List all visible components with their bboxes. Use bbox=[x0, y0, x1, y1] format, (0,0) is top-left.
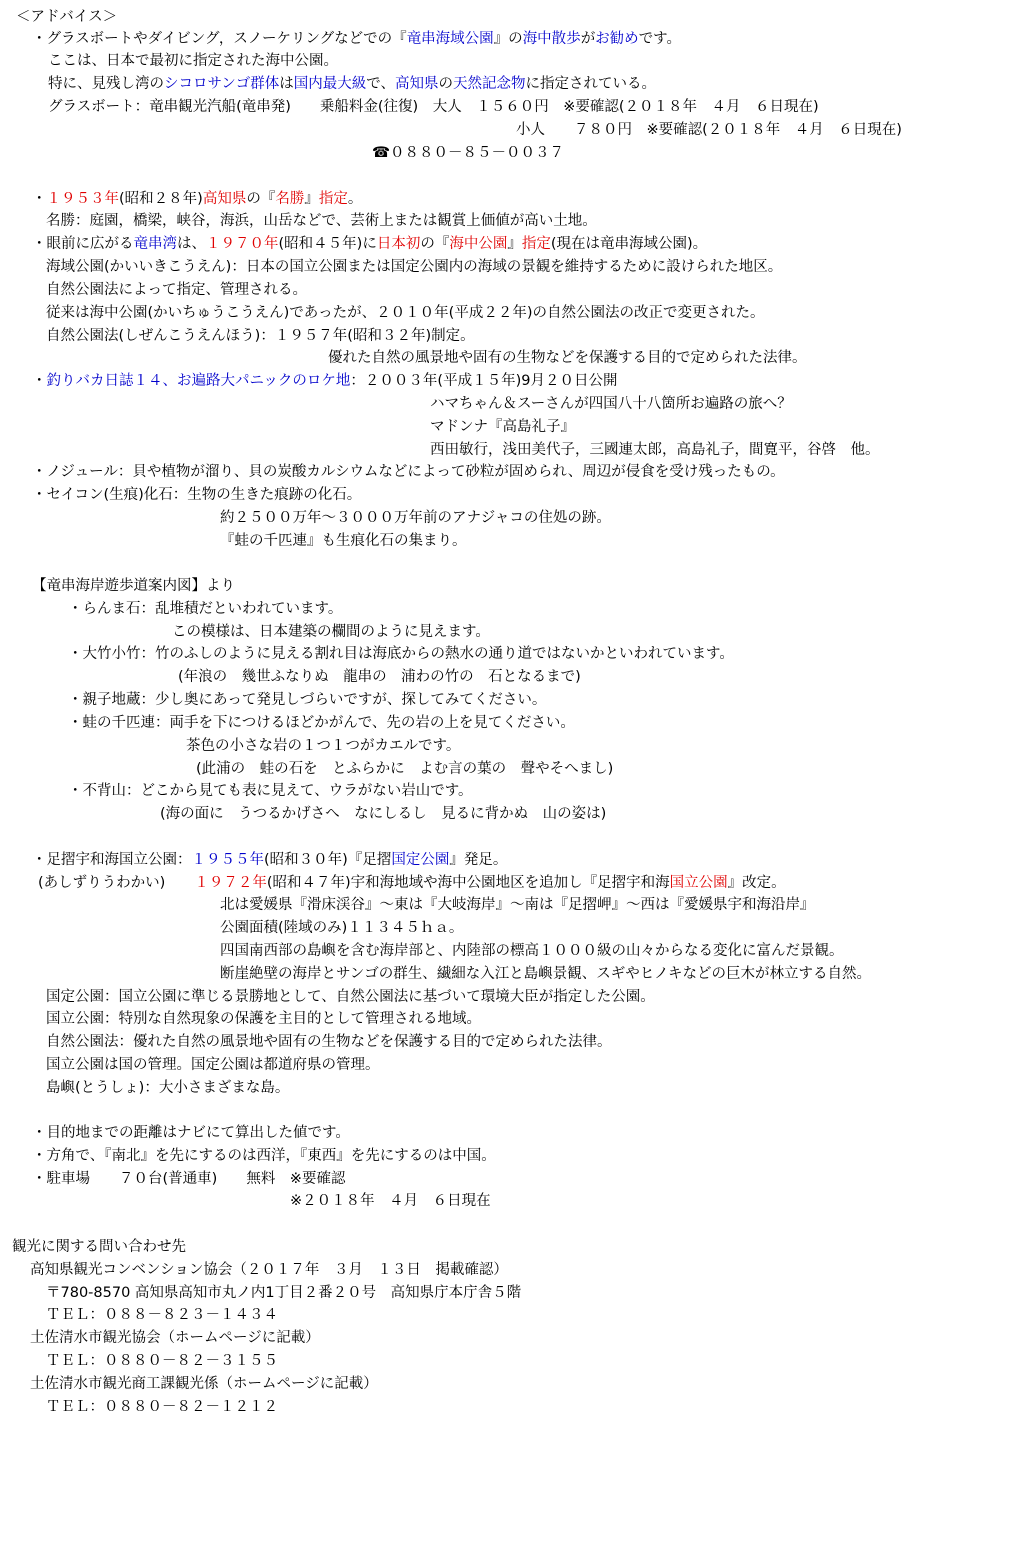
text-run: 高知県観光コンベンション協会（２０１７年 ３月 １３日 掲載確認） bbox=[30, 1262, 508, 1278]
text-line bbox=[220, 895, 815, 915]
text-run: ☎０８８０－８５－００３７ bbox=[372, 145, 565, 161]
text-run: 国定公園：国立公園に準じる景勝地として、自然公園法に基づいて環境大臣が指定した公園。 bbox=[46, 989, 655, 1005]
text-run: (昭和４５年)に bbox=[278, 236, 377, 252]
text-line bbox=[46, 280, 307, 300]
text-run: ハマちゃん＆スーさんが四国八十八箇所お遍路の旅へ？ bbox=[430, 396, 792, 412]
text-line bbox=[178, 667, 581, 687]
text-run: ・セイコン(生痕)化石：生物の生きた痕跡の化石。 bbox=[32, 487, 362, 503]
text-run: シコロサンゴ群体 bbox=[164, 76, 280, 92]
text-run: 『蛙の千匹連』も生痕化石の集まり。 bbox=[220, 533, 467, 549]
text-run: 海中散歩 bbox=[522, 31, 581, 47]
text-line bbox=[32, 371, 617, 391]
text-run: 西田敏行，浅田美代子，三國連太郎，高島礼子，間寛平，谷啓 他。 bbox=[430, 442, 880, 458]
text-line bbox=[32, 1169, 345, 1189]
text-run: マドンナ『高島礼子』 bbox=[430, 419, 575, 435]
text-line bbox=[32, 462, 785, 482]
text-run: 国定公園 bbox=[391, 852, 450, 868]
text-run: 天然記念物 bbox=[453, 76, 526, 92]
text-run: ・駐車場 ７０台(普通車) 無料 ※要確認 bbox=[32, 1171, 346, 1187]
text-line bbox=[160, 804, 606, 824]
text-line bbox=[46, 326, 475, 346]
text-run: ・方角で、『南北』を先にするのは西洋，『東西』を先にするのは中国。 bbox=[32, 1148, 496, 1164]
text-run: が bbox=[580, 31, 596, 47]
text-run: ：２００３年(平成１５年)9月２０日公開 bbox=[350, 373, 618, 389]
text-run: 〒780-8570 高知県高知市丸ノ内1丁目２番２０号 高知県庁本庁舎５階 bbox=[46, 1285, 522, 1301]
text-run: (海の面に うつるかげさへ なにしるし 見るに背かぬ 山の姿は) bbox=[160, 806, 607, 822]
text-run: 指定 bbox=[318, 191, 348, 207]
text-run: ・らんま石：乱堆積だといわれています。 bbox=[68, 601, 343, 617]
text-run: ＜アドバイス＞ bbox=[16, 9, 118, 25]
text-run: 土佐清水市観光協会（ホームページに記載） bbox=[30, 1330, 320, 1346]
text-run: の bbox=[438, 76, 453, 92]
text-run: 国立公園 bbox=[669, 875, 728, 891]
text-run: は、 bbox=[177, 236, 206, 252]
text-run: ・ bbox=[32, 191, 47, 207]
text-run: 。 bbox=[347, 191, 363, 207]
text-run: 自然公園法(しぜんこうえんほう)：１９５７年(昭和３２年)制定。 bbox=[46, 328, 475, 344]
text-line bbox=[30, 1260, 508, 1280]
text-line bbox=[186, 736, 460, 756]
text-run: ・ bbox=[32, 373, 47, 389]
text-run: 名勝 bbox=[275, 191, 305, 207]
text-run: (昭和４７年)宇和海地域や海中公園地区を追加し『足摺宇和海 bbox=[266, 875, 670, 891]
text-line bbox=[220, 531, 467, 551]
text-line bbox=[46, 211, 597, 231]
text-line bbox=[196, 759, 613, 779]
text-run: 国内最大級 bbox=[293, 76, 367, 92]
text-run: ※２０１８年 ４月 ６日現在 bbox=[290, 1193, 491, 1209]
text-run: 名勝：庭園，橋梁，峡谷，海浜，山岳などで、芸術上または観賞上価値が高い土地。 bbox=[46, 213, 597, 229]
text-line bbox=[32, 485, 361, 505]
text-run: 特に、見残し湾の bbox=[48, 76, 164, 92]
text-line bbox=[32, 1146, 496, 1166]
text-run: ここは、日本で最初に指定された海中公園。 bbox=[48, 53, 338, 69]
text-run: 従来は海中公園(かいちゅうこうえん)であったが、２０１０年(平成２２年)の自然公園法の改正で変更された。 bbox=[46, 305, 765, 321]
text-run: この模様は、日本建築の欄間のように見えます。 bbox=[172, 624, 490, 640]
text-run: 小人 ７８０円 ※要確認(２０１８年 ４月 ６日現在) bbox=[516, 122, 902, 138]
text-run: 北は愛媛県『滑床渓谷』～東は『大岐海岸』～南は『足摺岬』～西は『愛媛県宇和海沿岸』 bbox=[220, 897, 815, 913]
text-run: ＴＥＬ：０８８０－８２－３１５５ bbox=[46, 1353, 278, 1369]
text-run: 観光に関する問い合わせ先 bbox=[12, 1239, 186, 1255]
text-line bbox=[220, 918, 463, 938]
text-line bbox=[516, 120, 902, 140]
text-run: の『 bbox=[246, 191, 276, 207]
text-run: (現在は竜串海域公園)。 bbox=[550, 236, 708, 252]
text-line bbox=[68, 713, 575, 733]
text-line bbox=[328, 348, 807, 368]
text-line bbox=[46, 1055, 380, 1075]
text-run: 高知県 bbox=[202, 191, 247, 207]
text-run: 【竜串海岸遊歩道案内図】より bbox=[32, 578, 235, 594]
text-line bbox=[430, 417, 575, 437]
text-line bbox=[68, 690, 546, 710]
text-line bbox=[68, 644, 734, 664]
text-run: １９７０年 bbox=[206, 236, 279, 252]
text-line bbox=[46, 1397, 278, 1417]
text-line bbox=[68, 599, 342, 619]
text-line bbox=[48, 97, 819, 117]
text-run: (昭和２８年) bbox=[119, 191, 203, 207]
text-run: 四国南西部の島嶼を含む海岸部と、内陸部の標高１０００級の山々からなる変化に富んだ景観。 bbox=[220, 943, 844, 959]
text-run: 』 bbox=[507, 236, 522, 252]
text-line bbox=[32, 234, 707, 254]
text-line bbox=[32, 1123, 350, 1143]
text-line bbox=[220, 964, 871, 984]
text-run: １９７２年 bbox=[194, 875, 267, 891]
text-line bbox=[30, 1328, 320, 1348]
text-run: 高知県 bbox=[395, 76, 439, 92]
text-run: 竜串海域公園 bbox=[406, 31, 494, 47]
text-run: 釣りバカ日誌１４、お遍路大パニックのロケ地 bbox=[46, 373, 351, 389]
text-run: 島嶼(とうしょ)：大小さまざまな島。 bbox=[46, 1080, 290, 1096]
text-line bbox=[30, 1374, 378, 1394]
text-run: は bbox=[279, 76, 294, 92]
text-line bbox=[430, 440, 880, 460]
text-run: ・大竹小竹：竹のふしのように見える割れ目は海底からの熱水の通り道ではないかといわれています。 bbox=[68, 646, 734, 662]
text-run: 』 bbox=[304, 191, 319, 207]
text-run: (年浪の 幾世ふなりぬ 龍串の 浦わの竹の 石となるまで) bbox=[178, 669, 581, 685]
text-run: 国立公園は国の管理。国定公園は都道府県の管理。 bbox=[46, 1057, 380, 1073]
text-line bbox=[46, 257, 782, 277]
text-line bbox=[12, 1237, 186, 1257]
text-line bbox=[46, 1351, 278, 1371]
text-run: (あしずりうわかい) bbox=[38, 875, 195, 891]
text-run: 』改定。 bbox=[727, 875, 786, 891]
text-line bbox=[68, 781, 473, 801]
text-run: ・眼前に広がる bbox=[32, 236, 134, 252]
text-run: 自然公園法：優れた自然の風景地や固有の生物などを保護する目的で定められた法律。 bbox=[46, 1034, 612, 1050]
text-line bbox=[48, 51, 338, 71]
text-line bbox=[220, 508, 611, 528]
text-line bbox=[46, 1078, 289, 1098]
text-line bbox=[46, 1305, 278, 1325]
text-run: ・蛙の千匹連：両手を下につけるほどかがんで、先の岩の上を見てください。 bbox=[68, 715, 575, 731]
text-run: 日本初 bbox=[376, 236, 421, 252]
text-run: 竜串湾 bbox=[133, 236, 177, 252]
text-line bbox=[46, 303, 764, 323]
text-line bbox=[430, 394, 792, 414]
text-run: 』の bbox=[493, 31, 523, 47]
text-run: ・足摺宇和海国立公園： bbox=[32, 852, 192, 868]
text-run: ＴＥＬ：０８８－８２３－１４３４ bbox=[46, 1307, 278, 1323]
text-run: 指定 bbox=[521, 236, 551, 252]
text-line bbox=[32, 576, 235, 596]
text-line bbox=[46, 1009, 481, 1029]
text-run: (昭和３０年)『足摺 bbox=[264, 852, 392, 868]
text-line bbox=[38, 873, 786, 893]
text-run: の『 bbox=[420, 236, 450, 252]
text-run: お勧め bbox=[595, 31, 639, 47]
text-run: 茶色の小さな岩の１つ１つがカエルです。 bbox=[186, 738, 461, 754]
text-run: 断崖絶壁の海岸とサンゴの群生、繊細な入江と島嶼景観、スギやヒノキなどの巨木が林立する自然。 bbox=[220, 966, 872, 982]
text-line bbox=[32, 189, 362, 209]
text-run: ・不背山：どこから見ても表に見えて、ウラがない岩山です。 bbox=[68, 783, 473, 799]
text-run: １９５５年 bbox=[191, 852, 264, 868]
text-line bbox=[32, 29, 681, 49]
text-line bbox=[290, 1191, 491, 1211]
text-run: 国立公園：特別な自然現象の保護を主目的として管理される地域。 bbox=[46, 1011, 481, 1027]
text-line bbox=[46, 1283, 521, 1303]
text-run: 土佐清水市観光商工課観光係（ホームページに記載） bbox=[30, 1376, 378, 1392]
text-line bbox=[32, 850, 507, 870]
text-run: に指定されている。 bbox=[525, 76, 656, 92]
text-run: ＴＥＬ：０８８０－８２－１２１２ bbox=[46, 1399, 278, 1415]
text-line bbox=[46, 987, 655, 1007]
text-line bbox=[172, 622, 490, 642]
text-run: で、 bbox=[366, 76, 395, 92]
text-line bbox=[372, 143, 564, 163]
text-run: 海域公園(かいいきこうえん)：日本の国立公園または国定公園内の海域の景観を維持するために設けられた地区。 bbox=[46, 259, 783, 275]
text-run: (此浦の 蛙の石を とふらかに よむ言の葉の 聲やそへまし) bbox=[196, 761, 614, 777]
text-run: グラスボート：竜串観光汽船(竜串発) 乗船料金(往復) 大人 １５６０円 ※要確認(２０１８年 ４月 ６日現在) bbox=[48, 99, 819, 115]
text-run: ・親子地蔵：少し奥にあって発見しづらいですが、探してみてください。 bbox=[68, 692, 547, 708]
text-run: １９５３年 bbox=[46, 191, 119, 207]
text-run: ・グラスボートやダイビング，スノーケリングなどでの『 bbox=[32, 31, 407, 47]
text-run: ・目的地までの距離はナビにて算出した値です。 bbox=[32, 1125, 350, 1141]
text-line bbox=[46, 1032, 612, 1052]
text-line bbox=[220, 941, 844, 961]
text-line bbox=[16, 7, 117, 27]
text-run: 約２５００万年～３０００万年前のアナジャコの住処の跡。 bbox=[220, 510, 611, 526]
text-line bbox=[48, 74, 656, 94]
text-run: 海中公園 bbox=[449, 236, 508, 252]
text-run: 自然公園法によって指定、管理される。 bbox=[46, 282, 307, 298]
text-run: 』発足。 bbox=[449, 852, 508, 868]
text-run: 優れた自然の風景地や固有の生物などを保護する目的で定められた法律。 bbox=[328, 350, 807, 366]
text-run: ・ノジュール：貝や植物が溜り、貝の炭酸カルシウムなどによって砂粒が固められ、周辺が侵食を受け残ったもの。 bbox=[32, 464, 785, 480]
text-run: です。 bbox=[638, 31, 682, 47]
text-run: 公園面積(陸域のみ)１１３４５ｈａ。 bbox=[220, 920, 464, 936]
